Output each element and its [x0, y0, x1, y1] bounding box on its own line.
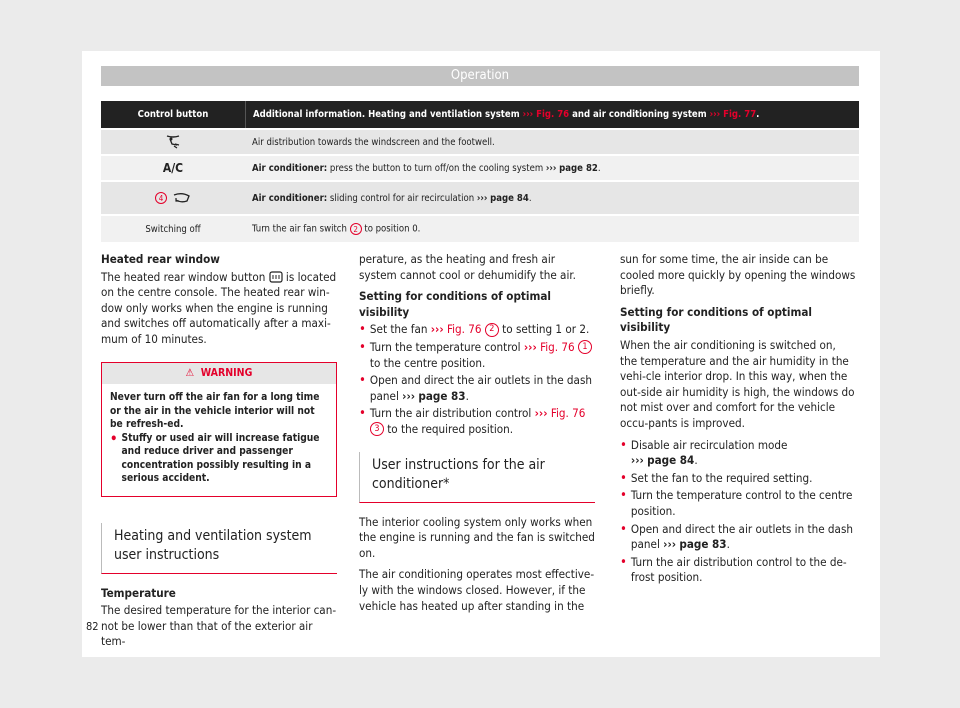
list-item: • Turn the temperature control ››› Fig. 76 1 to the centre position. [359, 340, 595, 371]
header-additional-info: Additional information. Heating and ventilation system ››› Fig. 76 and air conditioning system ››› Fig. 77. [253, 109, 760, 120]
heated-rear-window-icon [269, 271, 283, 283]
page-83-link[interactable]: page 83 [418, 388, 466, 403]
fig76-link[interactable]: Fig. 76 [446, 322, 482, 337]
table-row: 4 Air conditioner: sliding control for air recirculation ››› page 84. [101, 180, 859, 214]
fig76-link[interactable]: Fig. 76 [550, 406, 586, 421]
windscreen-footwell-icon [165, 135, 181, 149]
table-header [101, 101, 859, 128]
table-row: A/C Air conditioner: press the button to turn off/on the cooling system ››› page 82. [101, 154, 859, 180]
list-item: • Set the fan to the required setting. [620, 470, 813, 486]
callout-4: 4 [155, 192, 167, 204]
list-item: • Turn the temperature control to the centre position. [620, 488, 853, 518]
page-84-link[interactable]: page 84 [647, 453, 695, 468]
callout-2: 2 [350, 223, 362, 235]
page-83-link[interactable]: page 83 [679, 537, 727, 552]
fig76-link[interactable]: Fig. 76 [540, 339, 575, 354]
list-item: • Set the fan ››› Fig. 76 2 to setting 1 or 2. [359, 322, 590, 338]
table-row: Switching off Turn the air fan switch 2 to position 0. [101, 214, 859, 242]
heading-heated-rear-window: Heated rear window [101, 252, 220, 266]
section-heading-ac: User instructions for the air conditioner* [359, 452, 595, 503]
page-header: Operation [101, 66, 859, 86]
list-item: • Open and direct the air outlets in the dash panel ››› page 83. [620, 521, 853, 552]
page-84-link[interactable]: page 84 [490, 192, 529, 204]
header-control-button: Control button [101, 101, 246, 128]
recirculation-icon [173, 192, 191, 204]
ac-label: A/C [162, 161, 184, 175]
list-item: • Turn the air distribution control ››› Fig. 76 3 to the required position. [359, 406, 586, 436]
fig77-link[interactable]: Fig. 77 [723, 109, 757, 120]
section-heading-heating: Heating and ventilation system user instructions [101, 523, 337, 574]
fig76-link[interactable]: Fig. 76 [536, 109, 570, 120]
heading-temperature: Temperature [101, 585, 176, 600]
controls-table [101, 101, 859, 242]
list-item: • Open and direct the air outlets in the dash panel ››› page 83. [359, 373, 592, 403]
bullet-icon: • [110, 431, 118, 447]
list-item: • Turn the air distribution control to the de-frost position. [620, 554, 847, 585]
column-1: Heated rear window The heated rear window button is located on the centre console. The heated rear win-dow only works when the engine is running and switches off automatically after a maxi-mum of 10 minutes. ⚠ WARNING Never turn off the air fan for a long time or the air in the vehicle interior will not be refresh-ed. • Stuffy or used air will increase fatigue and reduce driver and passenger concentration possibly resulting in a serious accident. Heating and ventilation system user instructions Temperature The desired temperature for the interior can-not be lower than that of the exterior air tem- [101, 252, 337, 649]
warning-icon: ⚠ [185, 366, 195, 379]
warning-box: ⚠ WARNING Never turn off the air fan for a long time or the air in the vehicle interior will not be refresh-ed. • Stuffy or used air will increase fatigue and reduce driver and passenger concentration possibly resulting in a serious accident. [101, 362, 337, 497]
table-row: Air distribution towards the windscreen and the footwell. [101, 128, 859, 154]
column-2: perature, as the heating and fresh air system cannot cool or dehumidify the air. Setting for conditions of optimal visibility • Set the fan ››› Fig. 76 2 to setting 1 or 2. • Turn the temperature control ››› Fig. 76 1 to the centre position. • Open and direct the air outlets in the dash panel ››› page 83. • Turn the air distribution control ››› Fig. 76 3 to the required position. User instructions for the air conditioner* The interior cooling system only works when the engine is running and the fan is switched on. The air conditioning operates most effective-ly with the windows closed. However, if the vehicle has heated up after standing in the [359, 252, 595, 613]
page-number: 82 [86, 620, 99, 633]
column-3: sun for some time, the air inside can be cooled more quickly by opening the windows briefly. Setting for conditions of optimal visibility When the air conditioning is switched on, the temperature and the air humidity in the vehi-cle interior drop. In this way, when the out-side air humidity is high, the windows do not mist over and comfort for the vehicle occu-pants is improved. • Disable air recirculation mode ››› page 84. • Set the fan to the required setting. • Turn the temperature control to the centre position. • Open and direct the air outlets in the dash panel ››› page 83. • Turn the air distribution control to the de-frost position. [620, 252, 856, 585]
list-item: • Disable air recirculation mode ››› page 84. [620, 437, 788, 468]
page-82-link[interactable]: page 82 [559, 162, 598, 174]
